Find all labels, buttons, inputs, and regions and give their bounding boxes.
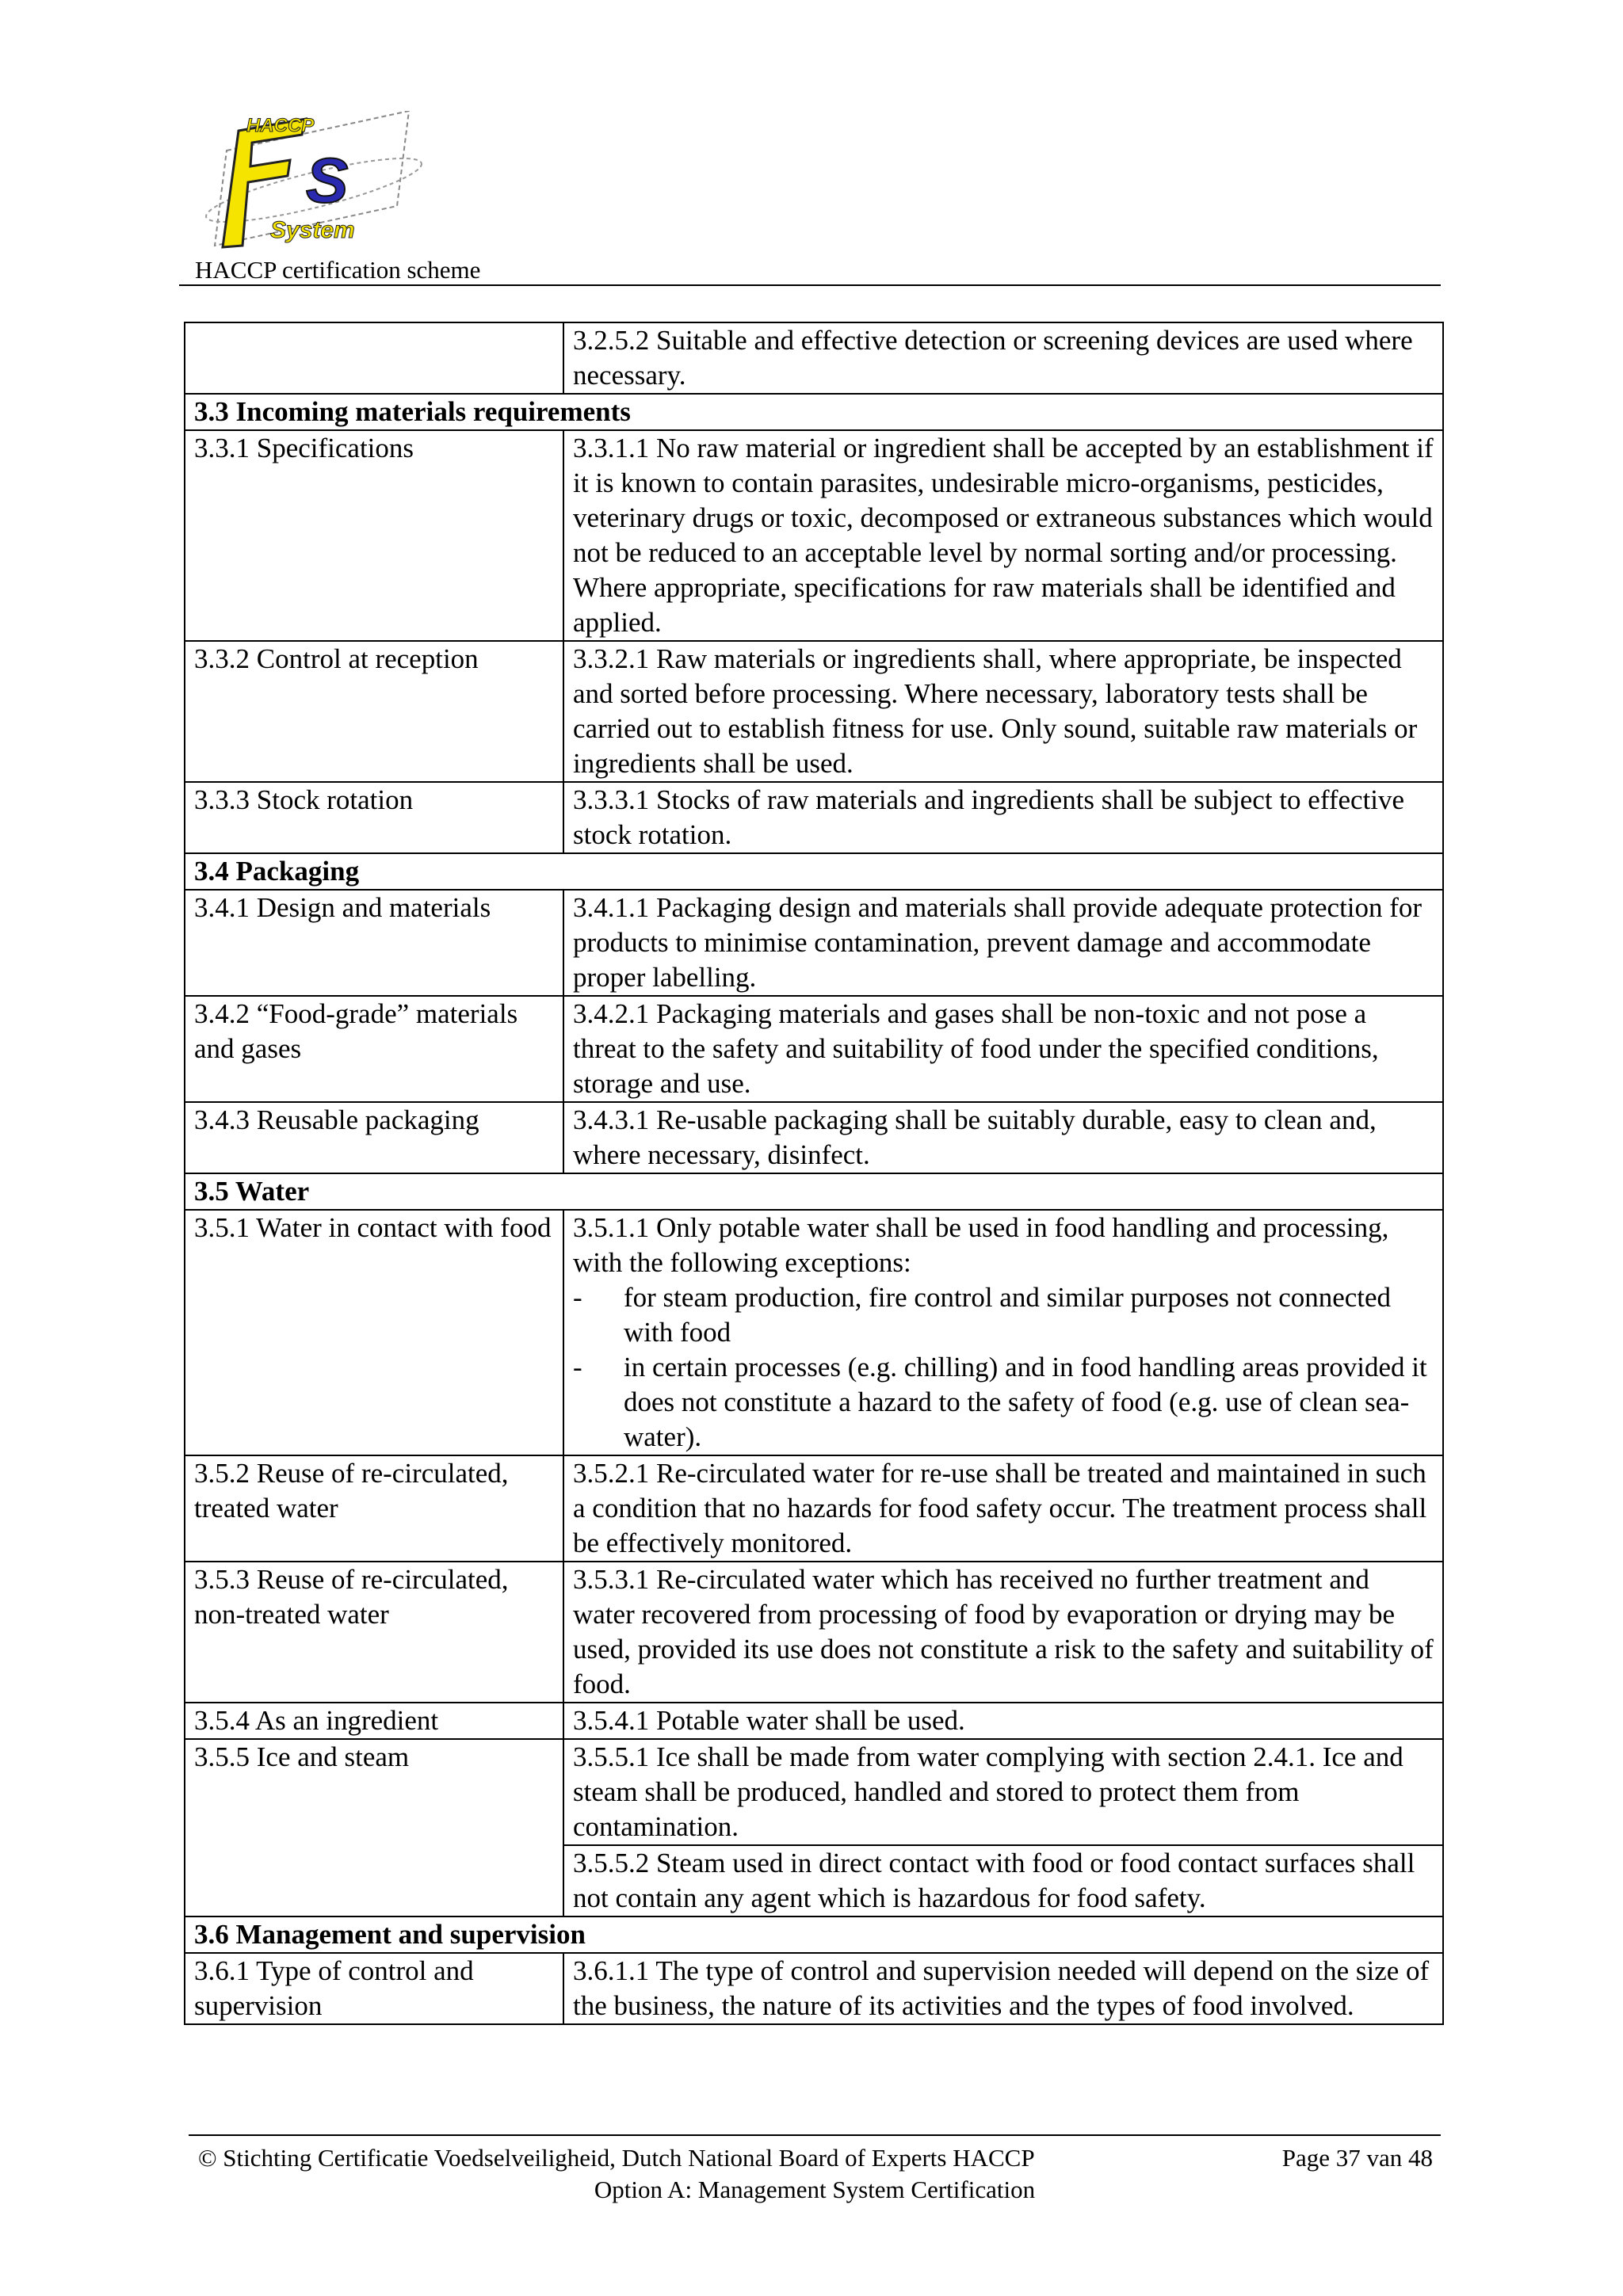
svg-text:HACCP: HACCP xyxy=(246,115,315,136)
requirement-label: 3.5.1 Water in contact with food xyxy=(185,1210,563,1455)
requirement-label: 3.5.4 As an ingredient xyxy=(185,1703,563,1739)
requirement-label: 3.6.1 Type of control and supervision xyxy=(185,1953,563,2024)
bullet-text: for steam production, fire control and similar purposes not connected with food xyxy=(624,1282,1392,1348)
requirement-text: 3.5.5.1 Ice shall be made from water complying with section 2.4.1. Ice and steam shall be produced, handled and stored to protect them from contamination. xyxy=(563,1739,1443,1845)
table-row xyxy=(185,1953,1443,2024)
requirement-text: 3.2.5.2 Suitable and effective detection or screening devices are used where necessary. xyxy=(563,322,1443,394)
requirement-label: 3.5.5 Ice and steam xyxy=(185,1739,563,1917)
list-item xyxy=(573,1350,1436,1455)
requirement-label: 3.3.3 Stock rotation xyxy=(185,782,563,853)
section-heading: 3.3 Incoming materials requirements xyxy=(185,394,1443,430)
requirement-text: 3.5.5.2 Steam used in direct contact with food or food contact surfaces shall not contain any agent which is hazardous for food safety. xyxy=(563,1845,1443,1917)
requirement-text: 3.4.2.1 Packaging materials and gases shall be non-toxic and not pose a threat to the safety and suitability of food under the specified conditions, storage and use. xyxy=(563,996,1443,1102)
scheme-title: HACCP certification scheme xyxy=(195,256,481,284)
list-item xyxy=(573,1280,1436,1350)
svg-text:System: System xyxy=(270,217,355,243)
table-row xyxy=(185,1562,1443,1703)
bullet-dash: - xyxy=(573,1352,582,1383)
requirement-text: 3.4.3.1 Re-usable packaging shall be suitably durable, easy to clean and, where necessary, disinfect. xyxy=(563,1102,1443,1173)
section-row xyxy=(185,853,1443,890)
table-row xyxy=(185,890,1443,996)
table-row xyxy=(185,782,1443,853)
table-row xyxy=(185,1455,1443,1562)
requirement-label: 3.4.3 Reusable packaging xyxy=(185,1102,563,1173)
table-row xyxy=(185,1739,1443,1845)
bullet-text: in certain processes (e.g. chilling) and in food handling areas provided it does not constitute a hazard to the safety of food (e.g. use of clean sea-water). xyxy=(624,1352,1427,1452)
page-header xyxy=(179,111,1441,287)
header-divider xyxy=(179,284,1441,286)
requirement-text: 3.5.2.1 Re-circulated water for re-use shall be treated and maintained in such a condition that no hazards for food safety occur. The treatment process shall be effectively monitored. xyxy=(563,1455,1443,1562)
requirements-table xyxy=(184,322,1444,2025)
section-row xyxy=(185,394,1443,430)
requirement-text: 3.3.3.1 Stocks of raw materials and ingredients shall be subject to effective stock rotation. xyxy=(563,782,1443,853)
section-row xyxy=(185,1917,1443,1953)
requirement-text-with-list xyxy=(563,1210,1443,1455)
table-row xyxy=(185,996,1443,1102)
table-row xyxy=(185,641,1443,782)
table-row xyxy=(185,1102,1443,1173)
section-heading: 3.4 Packaging xyxy=(185,853,1443,890)
requirement-label: 3.4.1 Design and materials xyxy=(185,890,563,996)
requirement-label: 3.5.2 Reuse of re-circulated, treated water xyxy=(185,1455,563,1562)
requirement-label: 3.3.2 Control at reception xyxy=(185,641,563,782)
requirement-text: 3.5.4.1 Potable water shall be used. xyxy=(563,1703,1443,1739)
footer-divider xyxy=(189,2134,1441,2136)
requirement-text: 3.6.1.1 The type of control and supervision needed will depend on the size of the business, the nature of its activities and the types of food involved. xyxy=(563,1953,1443,2024)
haccp-fs-system-logo xyxy=(195,111,433,250)
requirement-text: 3.3.1.1 No raw material or ingredient shall be accepted by an establishment if it is known to contain parasites, undesirable micro-organisms, pesticides, veterinary drugs or toxic, decomposed or extraneous substances which would not be reduced to an acceptable level by normal sorting and/or processing. Where appropriate, specifications for raw materials shall be identified and applied. xyxy=(563,430,1443,641)
requirement-text: 3.3.2.1 Raw materials or ingredients shall, where appropriate, be inspected and sorted before processing. Where necessary, laboratory tests shall be carried out to establish fitness for use. Only sound, suitable raw materials or ingredients shall be used. xyxy=(563,641,1443,782)
requirement-label: 3.4.2 “Food-grade” materials and gases xyxy=(185,996,563,1102)
section-row xyxy=(185,1173,1443,1210)
svg-text:S: S xyxy=(306,145,349,215)
section-heading: 3.6 Management and supervision xyxy=(185,1917,1443,1953)
footer-copyright: © Stichting Certificatie Voedselveiligheid, Dutch National Board of Experts HACCP xyxy=(198,2144,1035,2172)
requirement-text: 3.4.1.1 Packaging design and materials shall provide adequate protection for products to minimise contamination, prevent damage and accommodate proper labelling. xyxy=(563,890,1443,996)
table-row xyxy=(185,1703,1443,1739)
bullet-dash: - xyxy=(573,1282,582,1313)
section-heading: 3.5 Water xyxy=(185,1173,1443,1210)
requirement-label: 3.3.1 Specifications xyxy=(185,430,563,641)
table-row xyxy=(185,1210,1443,1455)
page-footer xyxy=(189,2134,1441,2206)
table-row xyxy=(185,430,1443,641)
table-row xyxy=(185,322,1443,394)
page-number: Page 37 van 48 xyxy=(1281,2144,1433,2172)
requirement-text: 3.5.1.1 Only potable water shall be used in food handling and processing, with the following exceptions: xyxy=(573,1212,1389,1278)
footer-option: Option A: Management System Certification xyxy=(594,2176,1036,2203)
requirement-label: 3.5.3 Reuse of re-circulated, non-treated water xyxy=(185,1562,563,1703)
requirement-label xyxy=(185,322,563,394)
requirement-text: 3.5.3.1 Re-circulated water which has received no further treatment and water recovered from processing of food by evaporation or drying may be used, provided its use does not constitute a risk to the safety and suitability of food. xyxy=(563,1562,1443,1703)
